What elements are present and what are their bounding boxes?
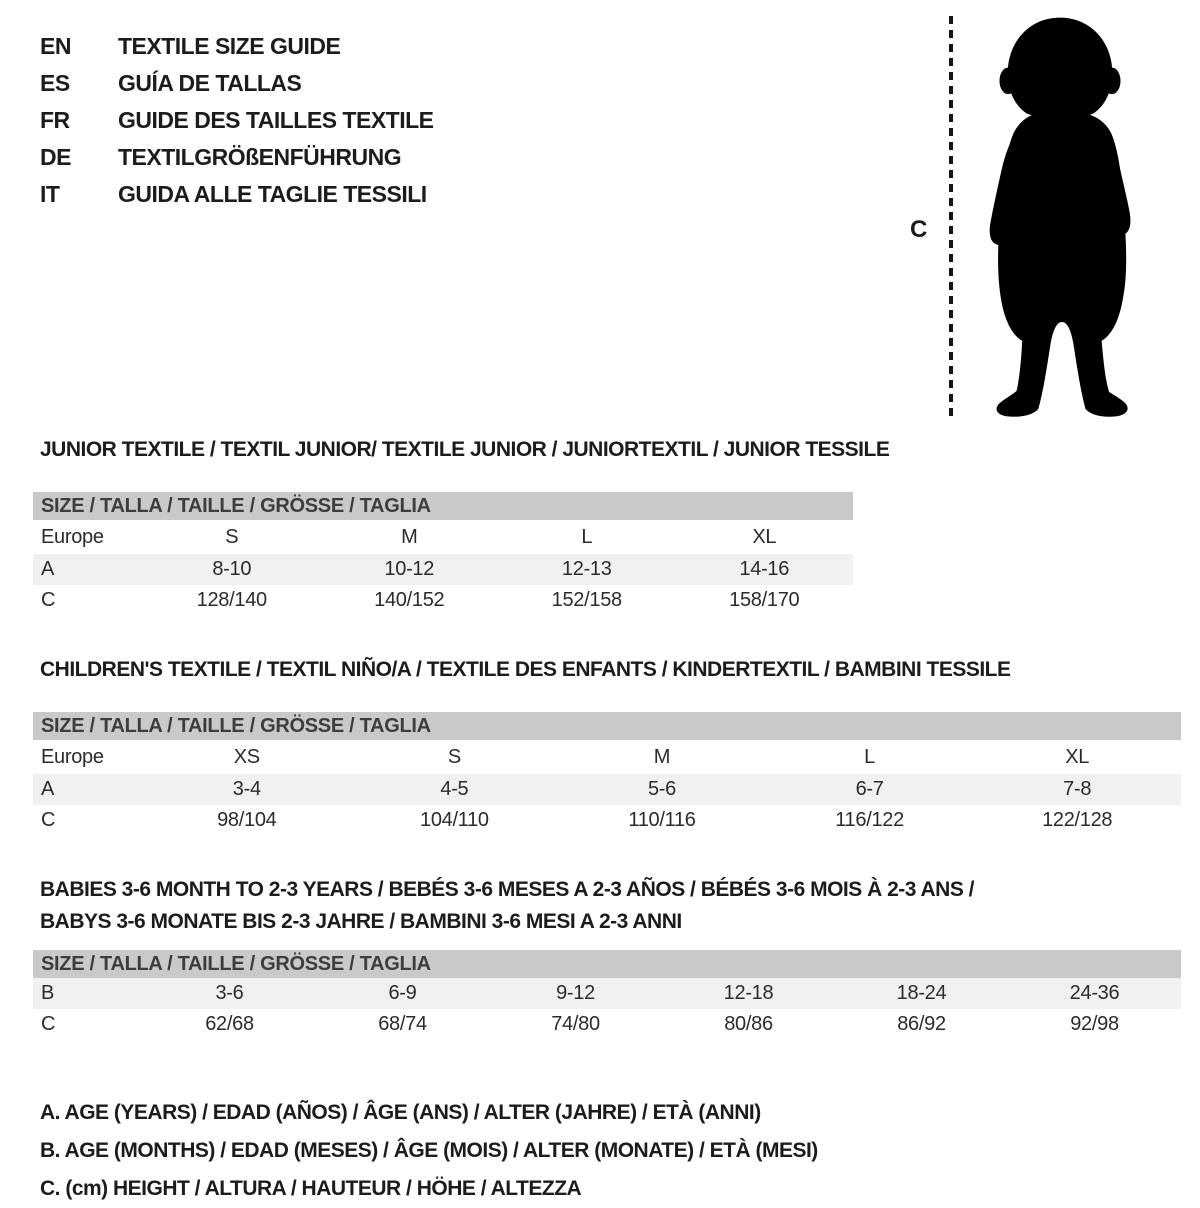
size-header-bar: SIZE / TALLA / TAILLE / GRÖSSE / TAGLIA	[33, 712, 1181, 740]
size-tables	[33, 434, 1181, 1208]
size-column-header: L	[864, 745, 875, 768]
legend-line: B. AGE (MONTHS) / EDAD (MESES) / ÂGE (MOIS) / ALTER (MONATE) / ETÀ (MESI)	[40, 1139, 818, 1162]
table-cell: 3-6	[215, 982, 244, 1004]
section-title	[40, 434, 1181, 466]
table-cell: 7-8	[1063, 778, 1092, 800]
table-row	[33, 585, 853, 616]
table-cell: 110/116	[628, 809, 696, 831]
table-cell: 3-4	[232, 778, 261, 800]
row-label-cell: B	[41, 982, 55, 1004]
size-table	[33, 712, 1181, 836]
table-cell: 158/170	[729, 589, 800, 611]
table-cell: 12-13	[561, 558, 612, 580]
row-label-cell: C	[41, 809, 56, 831]
size-table	[33, 950, 1181, 1040]
table-cell: 14-16	[739, 558, 790, 580]
table-cell: 86/92	[897, 1013, 946, 1035]
language-title: GUIDA ALLE TAGLIE TESSILI	[118, 181, 427, 207]
section-title-line: BABIES 3-6 MONTH TO 2-3 YEARS / BEBÉS 3-6 MESES A 2-3 AÑOS / BÉBÉS 3-6 MOIS À 2-3 ANS /	[40, 878, 975, 901]
table-cell: 10-12	[384, 558, 435, 580]
table-cell: 12-18	[723, 982, 774, 1004]
language-row	[40, 176, 434, 213]
size-column-header: S	[225, 525, 239, 548]
table-row	[33, 978, 1181, 1009]
table-cell: 92/98	[1070, 1013, 1119, 1035]
language-code: IT	[40, 181, 60, 207]
height-measure-line	[949, 16, 953, 420]
table-cell: 18-24	[896, 982, 947, 1004]
table-cell: 104/110	[420, 809, 489, 831]
table-cell: 5-6	[647, 778, 676, 800]
table-row	[33, 805, 1181, 836]
table-cell: 80/86	[724, 1013, 773, 1035]
language-row	[40, 28, 434, 65]
language-row	[40, 139, 434, 176]
section-title	[40, 654, 1181, 686]
table-cell: 116/122	[835, 809, 904, 831]
table-cell: 24-36	[1069, 982, 1120, 1004]
language-title: GUÍA DE TALLAS	[118, 70, 302, 96]
language-title: GUIDE DES TAILLES TEXTILE	[118, 107, 434, 133]
table-cell: 62/68	[205, 1013, 254, 1035]
row-label-cell: C	[41, 589, 56, 611]
size-header-bar: SIZE / TALLA / TAILLE / GRÖSSE / TAGLIA	[33, 492, 853, 520]
region-label-cell: Europe	[41, 745, 104, 768]
section-title-line: JUNIOR TEXTILE / TEXTIL JUNIOR/ TEXTILE JUNIOR / JUNIORTEXTIL / JUNIOR TESSILE	[40, 438, 890, 461]
section-title	[40, 874, 1181, 938]
table-cell: 8-10	[212, 558, 252, 580]
table-cell: 152/158	[551, 589, 622, 611]
table-cell: 6-7	[855, 778, 884, 800]
section-babies	[33, 874, 1181, 1040]
legend-line: A. AGE (YEARS) / EDAD (AÑOS) / ÂGE (ANS) / ALTER (JAHRE) / ETÀ (ANNI)	[40, 1101, 761, 1124]
table-header-row	[33, 520, 853, 554]
table-cell: 74/80	[551, 1013, 600, 1035]
legend-line: C. (cm) HEIGHT / ALTURA / HAUTEUR / HÖHE / ALTEZZA	[40, 1177, 582, 1200]
toddler-silhouette	[960, 10, 1160, 426]
size-column-header: L	[581, 525, 593, 548]
language-code: FR	[40, 107, 70, 133]
table-cell: 9-12	[556, 982, 595, 1004]
row-label-cell: C	[41, 1013, 56, 1035]
size-column-header: XS	[233, 745, 260, 768]
height-measure-label: C	[910, 216, 928, 243]
section-title-line: CHILDREN'S TEXTILE / TEXTIL NIÑO/A / TEXTILE DES ENFANTS / KINDERTEXTIL / BAMBINI TESSILE	[40, 658, 1011, 681]
size-column-header: XL	[1065, 745, 1090, 768]
table-cell: 98/104	[217, 809, 277, 831]
language-title-list	[40, 28, 434, 213]
table-cell: 122/128	[1042, 809, 1113, 831]
language-row	[40, 65, 434, 102]
table-header-row	[33, 740, 1181, 774]
size-column-header: S	[447, 745, 461, 768]
table-row	[33, 554, 853, 585]
table-cell: 128/140	[196, 589, 267, 611]
row-label-cell: A	[41, 558, 55, 580]
language-code: EN	[40, 33, 71, 59]
table-cell: 4-5	[440, 778, 469, 800]
size-table	[33, 492, 853, 616]
language-row	[40, 102, 434, 139]
row-label-cell: A	[41, 778, 55, 800]
size-header-bar: SIZE / TALLA / TAILLE / GRÖSSE / TAGLIA	[33, 950, 1181, 978]
table-row	[33, 1009, 1181, 1040]
region-label-cell: Europe	[41, 525, 104, 548]
section-children	[33, 654, 1181, 836]
size-column-header: XL	[752, 525, 777, 548]
section-title-line: BABYS 3-6 MONATE BIS 2-3 JAHRE / BAMBINI 3-6 MESI A 2-3 ANNI	[40, 910, 682, 933]
language-title: TEXTILGRÖßENFÜHRUNG	[118, 144, 402, 170]
language-title: TEXTILE SIZE GUIDE	[118, 33, 341, 59]
table-cell: 6-9	[388, 982, 417, 1004]
language-code: DE	[40, 144, 71, 170]
size-column-header: M	[401, 525, 418, 548]
size-column-header: M	[653, 745, 671, 768]
table-row	[33, 774, 1181, 805]
language-code: ES	[40, 70, 70, 96]
legend	[40, 1094, 1181, 1208]
section-junior	[33, 434, 1181, 616]
table-cell: 140/152	[374, 589, 445, 611]
table-cell: 68/74	[378, 1013, 427, 1035]
